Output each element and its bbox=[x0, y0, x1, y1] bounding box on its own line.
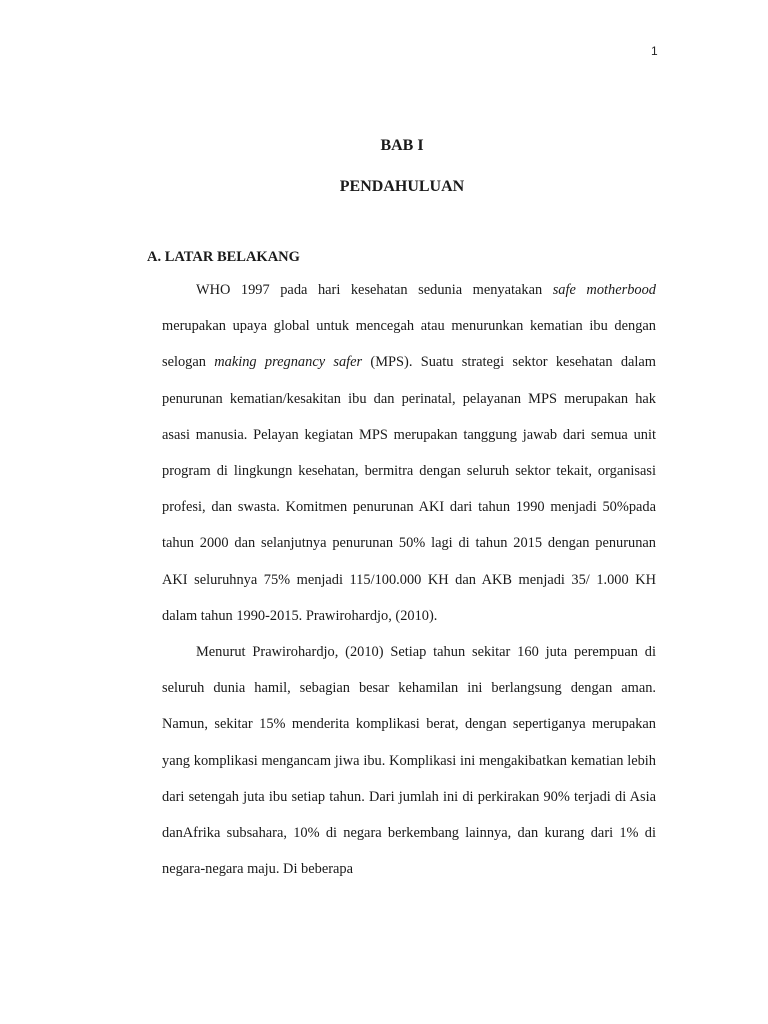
chapter-label: BAB I bbox=[380, 137, 424, 154]
chapter-title: PENDAHULUAN bbox=[339, 178, 465, 195]
text-segment: (MPS). Suatu strategi sektor kesehatan dalam penurunan kematian/kesakitan ibu dan perinatal, pelayanan MPS merupakan hak asasi manusia. Pelayan kegiatan MPS merupakan tanggung jawab dari semua unit program di lingkungn kesehatan, bermitra dengan seluruh sektor tekait, organisasi profesi, dan swasta. Komitmen penurunan AKI dari tahun 1990 menjadi 50%pada tahun 2000 dan selanjutnya penurunan 50% lagi di tahun 2015 dengan penurunan AKI seluruhnya 75% menjadi 115/100.000 KH dan AKB menjadi 35/ 1.000 KH dalam tahun 1990-2015. Prawirohardjo, (2010). bbox=[162, 354, 656, 624]
text-segment: WHO 1997 pada hari kesehatan sedunia menyatakan bbox=[196, 282, 553, 298]
section-heading: A. LATAR BELAKANG bbox=[147, 249, 300, 265]
text-segment: merupakan upaya global untuk mencegah atau menurunkan kematian ibu dengan selogan bbox=[162, 318, 656, 371]
body-paragraph-1 bbox=[162, 272, 656, 634]
body-paragraph-2 bbox=[162, 634, 656, 887]
page-number: 1 bbox=[651, 44, 658, 58]
italic-term: safe motherbood bbox=[552, 282, 656, 298]
text-segment: Menurut Prawirohardjo, (2010) Setiap tahun sekitar 160 juta perempuan di seluruh dunia hamil, sebagian besar kehamilan ini berlangsung dengan aman. Namun, sekitar 15% menderita komplikasi berat, dengan sepertiganya merupakan yang komplikasi mengancam jiwa ibu. Komplikasi ini mengakibatkan kematian lebih dari setengah juta ibu setiap tahun. Dari jumlah ini di perkirakan 90% terjadi di Asia danAfrika subsahara, 10% di negara berkembang lainnya, dan kurang dari 1% di negara-negara maju. Di beberapa bbox=[162, 644, 656, 878]
italic-term: making pregnancy safer bbox=[214, 354, 363, 371]
